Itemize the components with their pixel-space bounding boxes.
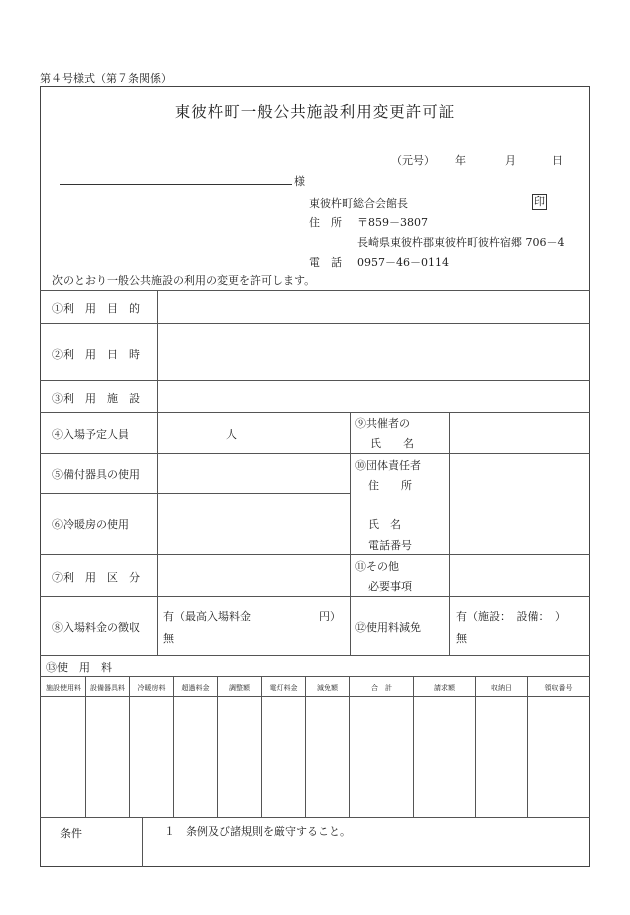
fee-col-header: 合 計 bbox=[371, 684, 392, 692]
admission-yen: 円） bbox=[319, 610, 341, 623]
fee-column-divider bbox=[261, 676, 262, 817]
reduction-yes: 有（施設： 設備： ） bbox=[456, 610, 566, 623]
admission-no: 無 bbox=[163, 632, 174, 645]
label-cohost-2: 氏 名 bbox=[370, 437, 414, 450]
fee-col-header: 電灯料金 bbox=[269, 684, 298, 692]
fee-column-divider bbox=[305, 676, 306, 817]
column-divider bbox=[157, 290, 158, 655]
column-divider bbox=[350, 412, 351, 655]
issuer-phone: 0957－46－0114 bbox=[357, 256, 449, 269]
fee-col-header: 冷暖房料 bbox=[137, 684, 166, 692]
label-aircon: ⑥冷暖房の使用 bbox=[52, 518, 129, 531]
fee-col-header: 収納日 bbox=[491, 684, 512, 692]
fee-col-header: 施設使用料 bbox=[46, 684, 81, 692]
label-usage-fee: ⑬使 用 料 bbox=[46, 661, 112, 674]
row-divider bbox=[40, 655, 590, 656]
addressee-suffix: 様 bbox=[294, 175, 305, 188]
row-divider bbox=[40, 817, 590, 818]
label-purpose: ①利 用 目 的 bbox=[52, 302, 140, 315]
conditions-divider bbox=[142, 817, 143, 867]
row-divider bbox=[40, 676, 590, 677]
issuer-address-label: 住 所 bbox=[309, 216, 342, 229]
label-other-1: ⑪その他 bbox=[355, 560, 399, 573]
row-divider bbox=[40, 290, 590, 291]
addressee-line bbox=[60, 184, 292, 185]
row-divider bbox=[40, 380, 590, 381]
label-cohost-1: ⑨共催者の bbox=[355, 417, 410, 430]
fee-column-divider bbox=[475, 676, 476, 817]
label-fee-reduction: ⑫使用料減免 bbox=[355, 621, 421, 634]
row-divider bbox=[40, 696, 590, 697]
label-datetime: ②利 用 日 時 bbox=[52, 348, 140, 361]
label-category: ⑦利 用 区 分 bbox=[52, 571, 140, 584]
fee-column-divider bbox=[129, 676, 130, 817]
attendance-unit: 人 bbox=[226, 428, 237, 441]
fee-col-header: 請求額 bbox=[434, 684, 455, 692]
label-equipment: ⑤備付器具の使用 bbox=[52, 468, 140, 481]
fee-column-divider bbox=[349, 676, 350, 817]
form-title: 東彼杵町一般公共施設利用変更許可証 bbox=[174, 103, 456, 121]
fee-col-header: 領収番号 bbox=[544, 684, 573, 692]
label-rep-name: 氏 名 bbox=[368, 518, 401, 531]
date-year: 年 bbox=[455, 154, 466, 167]
admission-yes: 有（最高入場料金 bbox=[163, 610, 251, 623]
fee-col-header: 減免額 bbox=[317, 684, 338, 692]
seal-mark: 印 bbox=[534, 195, 545, 208]
issuer-phone-label: 電 話 bbox=[309, 256, 342, 269]
row-divider bbox=[40, 554, 590, 555]
label-rep-phone: 電話番号 bbox=[368, 539, 412, 552]
label-admission-fee: ⑧入場料金の徴収 bbox=[52, 621, 140, 634]
fee-col-header: 設備器具料 bbox=[90, 684, 125, 692]
label-representative: ⑩団体責任者 bbox=[355, 459, 421, 472]
date-era: （元号） bbox=[391, 154, 435, 167]
row-divider bbox=[40, 493, 350, 494]
reduction-no: 無 bbox=[456, 632, 467, 645]
fee-column-divider bbox=[217, 676, 218, 817]
column-divider bbox=[449, 412, 450, 655]
date-month: 月 bbox=[505, 154, 516, 167]
date-day: 日 bbox=[552, 154, 563, 167]
conditions-label: 条件 bbox=[60, 827, 82, 840]
issuer-name: 東彼杵町総合会館長 bbox=[309, 197, 408, 210]
fee-column-divider bbox=[85, 676, 86, 817]
permit-statement: 次のとおり一般公共施設の利用の変更を許可します。 bbox=[52, 274, 316, 287]
fee-col-header: 調整額 bbox=[229, 684, 250, 692]
label-attendance: ④入場予定人員 bbox=[52, 428, 129, 441]
fee-col-header: 超過料金 bbox=[181, 684, 210, 692]
fee-column-divider bbox=[413, 676, 414, 817]
label-rep-address: 住 所 bbox=[368, 479, 412, 492]
label-other-2: 必要事項 bbox=[368, 580, 412, 593]
label-facility: ③利 用 施 設 bbox=[52, 392, 140, 405]
fee-column-divider bbox=[527, 676, 528, 817]
row-divider bbox=[40, 453, 590, 454]
row-divider bbox=[40, 596, 590, 597]
row-divider bbox=[40, 323, 590, 324]
issuer-postal: 〒859－3807 bbox=[357, 216, 428, 229]
conditions-text: １ 条例及び諸規則を厳守すること。 bbox=[164, 825, 351, 838]
fee-column-divider bbox=[173, 676, 174, 817]
form-number: 第４号様式（第７条関係） bbox=[40, 72, 172, 85]
row-divider bbox=[40, 412, 590, 413]
issuer-address: 長崎県東彼杵郡東彼杵町彼杵宿郷 706－4 bbox=[357, 236, 565, 249]
